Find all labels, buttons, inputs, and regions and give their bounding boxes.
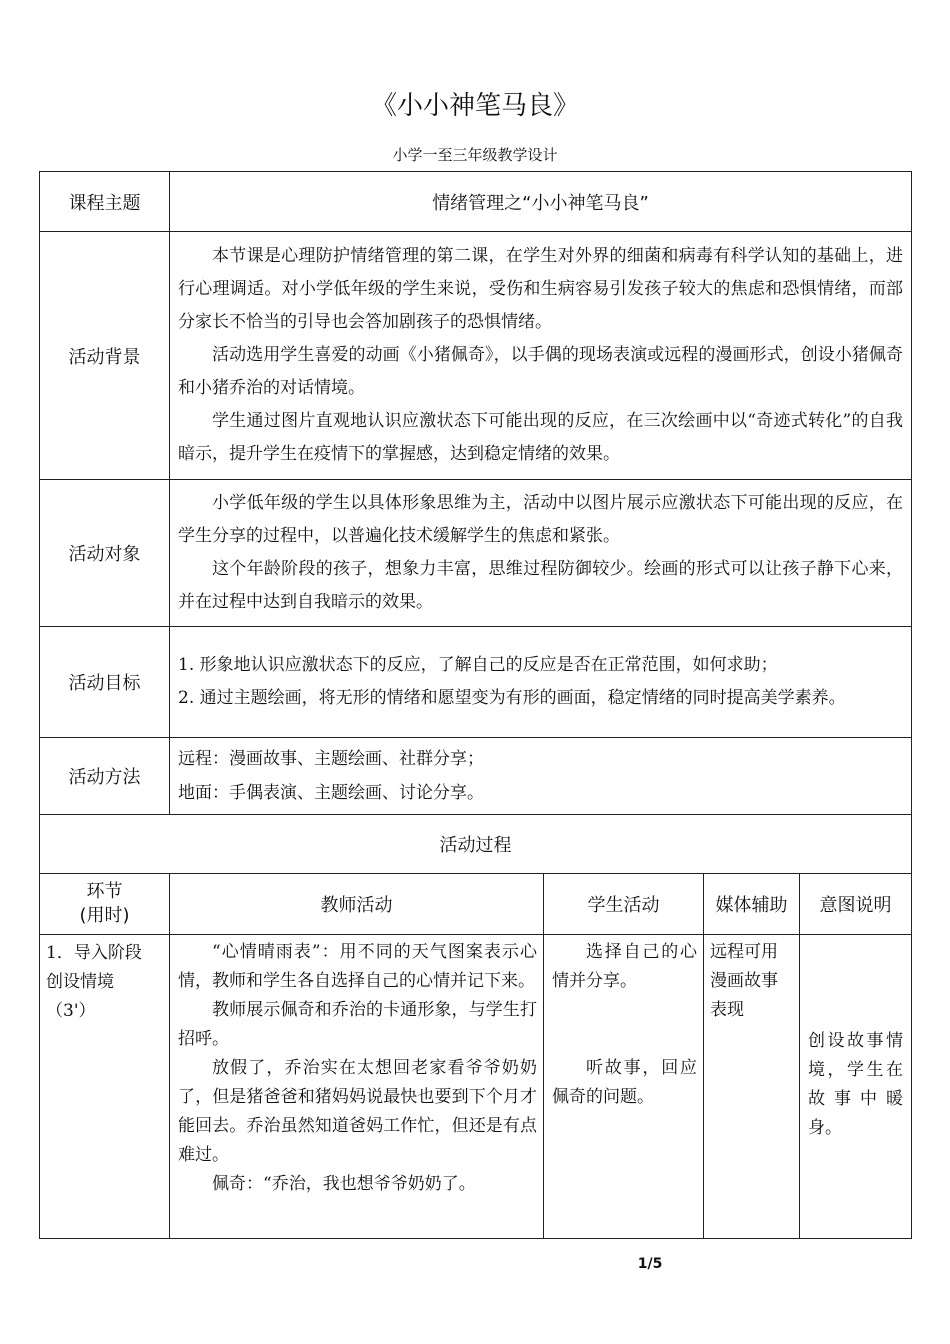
teacher-paragraph: “心情晴雨表”：用不同的天气图案表示心情，教师和学生各自选择自己的心情并记下来。 xyxy=(178,942,537,991)
goals-content xyxy=(170,627,912,738)
audience-label: 活动对象 xyxy=(40,480,170,627)
page-separator: / xyxy=(647,1256,653,1272)
page-number xyxy=(0,1256,950,1272)
column-stage-line: 环节 xyxy=(86,881,123,902)
goals-row xyxy=(40,627,912,738)
stage1-row xyxy=(40,935,912,1239)
stage1-student xyxy=(544,935,704,1239)
background-paragraph: 本节课是心理防护情绪管理的第二课，在学生对外界的细菌和病毒有科学认知的基础上，进行心理调适。对小学低年级的学生来说，受伤和生病容易引发孩子较大的焦虑和恐惧情绪，而部分家长不恰当的引导也会答加剧孩子的恐惧情绪。 xyxy=(178,246,904,332)
stage1-intent: 创设故事情境，学生在故事中暖身。 xyxy=(800,935,912,1239)
background-label: 活动背景 xyxy=(40,232,170,480)
student-paragraph: 听故事，回应佩奇的问题。 xyxy=(552,1058,697,1107)
teacher-paragraph: 放假了，乔治实在太想回老家看爷爷奶奶了，但是猪爸爸和猪妈妈说最快也要到下个月才能回去。乔治虽然知道爸妈工作忙，但还是有点难过。 xyxy=(178,1058,537,1165)
column-stage xyxy=(40,874,170,935)
background-row xyxy=(40,232,912,480)
document-title: 《小小神笔马良》 xyxy=(370,91,579,121)
process-header-row xyxy=(40,815,912,874)
lesson-plan-table xyxy=(39,171,912,1239)
method-line: 地面：手偶表演、主题绘画、讨论分享。 xyxy=(178,783,484,803)
column-header-row xyxy=(40,874,912,935)
column-media: 媒体辅助 xyxy=(704,874,800,935)
stage1-stage-line: 1．导入阶段 xyxy=(46,943,142,963)
background-content xyxy=(170,232,912,480)
stage1-stage xyxy=(40,935,170,1239)
column-stage-time: (用时) xyxy=(79,905,130,926)
stage1-stage-line: 创设情境 xyxy=(46,972,114,992)
stage1-media: 远程可用漫画故事表现 xyxy=(704,935,800,1239)
document-subtitle: 小学一至三年级教学设计 xyxy=(392,146,558,164)
goal-item: 1. 形象地认识应激状态下的反应，了解自己的反应是否在正常范围，如何求助； xyxy=(178,655,778,675)
page-total: 5 xyxy=(652,1256,663,1272)
audience-row xyxy=(40,480,912,627)
student-paragraph: 选择自己的心情并分享。 xyxy=(552,942,697,991)
methods-content xyxy=(170,738,912,815)
process-header: 活动过程 xyxy=(40,815,912,874)
methods-row xyxy=(40,738,912,815)
course-value: 情绪管理之“小小神笔马良” xyxy=(170,172,912,232)
method-line: 远程：漫画故事、主题绘画、社群分享； xyxy=(178,749,484,769)
course-label: 课程主题 xyxy=(40,172,170,232)
goal-item: 2. 通过主题绘画，将无形的情绪和愿望变为有形的画面，稳定情绪的同时提高美学素养。 xyxy=(178,688,846,708)
course-row xyxy=(40,172,912,232)
column-student: 学生活动 xyxy=(544,874,704,935)
goals-label: 活动目标 xyxy=(40,627,170,738)
audience-paragraph: 小学低年级的学生以具体形象思维为主，活动中以图片展示应激状态下可能出现的反应，在学生分享的过程中，以普遍化技术缓解学生的焦虑和紧张。 xyxy=(178,493,904,546)
column-intent: 意图说明 xyxy=(800,874,912,935)
audience-paragraph: 这个年龄阶段的孩子，想象力丰富，思维过程防御较少。绘画的形式可以让孩子静下心来，并在过程中达到自我暗示的效果。 xyxy=(178,559,904,612)
page-current: 1 xyxy=(637,1256,648,1272)
teacher-paragraph: 教师展示佩奇和乔治的卡通形象，与学生打招呼。 xyxy=(178,1000,537,1049)
audience-content xyxy=(170,480,912,627)
column-teacher: 教师活动 xyxy=(170,874,544,935)
background-paragraph: 学生通过图片直观地认识应激状态下可能出现的反应，在三次绘画中以“奇迹式转化”的自我暗示，提升学生在疫情下的掌握感，达到稳定情绪的效果。 xyxy=(178,411,904,464)
teacher-paragraph: 佩奇：“乔治，我也想爷爷奶奶了。 xyxy=(212,1174,476,1194)
stage1-stage-line: （3'） xyxy=(46,1001,96,1021)
background-paragraph: 活动选用学生喜爱的动画《小猪佩奇》，以手偶的现场表演或远程的漫画形式，创设小猪佩奇和小猪乔治的对话情境。 xyxy=(178,345,904,398)
stage1-teacher xyxy=(170,935,544,1239)
methods-label: 活动方法 xyxy=(40,738,170,815)
